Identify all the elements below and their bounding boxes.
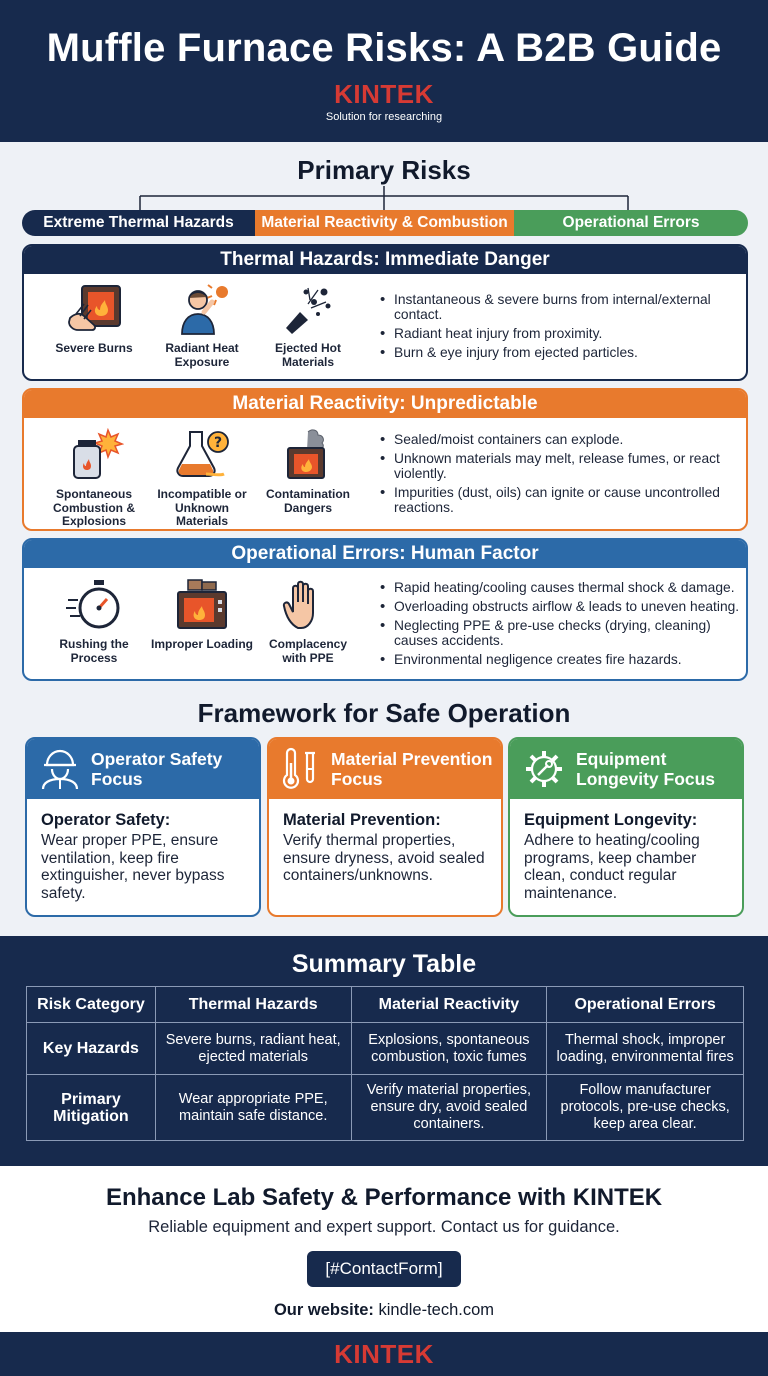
radiant-heat-icon — [172, 284, 232, 336]
card-text: Adhere to heating/cooling programs, keep chamber clean, conduct regular maintenance. — [524, 832, 700, 902]
cta-section — [0, 1166, 768, 1332]
footer — [0, 1332, 768, 1376]
combustion-item: Spontaneous Combustion & Explosions — [42, 428, 146, 529]
bullet-item: • Burn & eye injury from ejected particles. — [380, 345, 744, 360]
bullet-item: • Neglecting PPE & pre-use checks (drying, cleaning) causes accidents. — [380, 618, 744, 648]
table-cell: Thermal shock, improper loading, environmental fires — [547, 1023, 744, 1075]
risk-tab-thermal: Extreme Thermal Hazards — [22, 210, 255, 236]
bullet-item: • Radiant heat injury from proximity. — [380, 326, 744, 341]
contamination-item: Contamination Dangers — [256, 428, 360, 515]
card-heading: Equipment Longevity Focus — [576, 749, 716, 789]
thermal-bullet-list — [380, 292, 744, 364]
card-header — [269, 739, 501, 799]
card-subtitle: Material Prevention: — [283, 811, 441, 829]
table-cell: Wear appropriate PPE, maintain safe distance. — [155, 1075, 351, 1141]
contact-form-button[interactable]: [#ContactForm] — [307, 1251, 460, 1287]
page-title: Muffle Furnace Risks: A B2B Guide — [46, 26, 722, 70]
brand-logo: KINTEK — [334, 79, 434, 109]
panel-heading: Operational Errors: Human Factor — [24, 540, 746, 568]
operational-errors-panel — [22, 538, 748, 681]
overloaded-furnace-icon — [172, 578, 232, 632]
tree-connector — [0, 186, 768, 212]
ppe-complacency-item: Complacency with PPE — [256, 578, 360, 665]
smoking-furnace-icon — [278, 428, 338, 482]
card-header — [27, 739, 259, 799]
bullet-item: • Unknown materials may melt, release fumes, or react violently. — [380, 451, 744, 481]
exploding-jar-icon — [64, 428, 124, 482]
flask-question-icon — [172, 428, 232, 482]
table-header-cell: Operational Errors — [547, 987, 744, 1023]
table-header-cell: Risk Category — [27, 987, 156, 1023]
footer-brand-logo: KINTEK — [334, 1339, 434, 1369]
material-bullet-list — [380, 432, 744, 519]
cta-title: Enhance Lab Safety & Performance with KINTEK — [105, 1184, 663, 1211]
hardhat-worker-icon — [39, 747, 81, 791]
website-line — [0, 1301, 768, 1320]
table-cell: Verify material properties, ensure dry, avoid sealed containers. — [351, 1075, 547, 1141]
material-prevention-card — [267, 737, 503, 917]
gear-wrench-icon — [522, 747, 566, 791]
summary-table — [26, 986, 744, 1141]
hand-burn-icon — [64, 284, 124, 336]
severe-burns-item: Severe Burns — [42, 284, 146, 356]
table-cell: Severe burns, radiant heat, ejected materials — [155, 1023, 351, 1075]
material-reactivity-panel — [22, 388, 748, 531]
risk-tab-material: Material Reactivity & Combustion — [255, 210, 514, 236]
website-label: Our website: — [273, 1301, 374, 1319]
card-header — [510, 739, 742, 799]
primary-risks-title: Primary Risks — [297, 155, 471, 185]
bullet-item: • Sealed/moist containers can explode. — [380, 432, 744, 447]
summary-section — [0, 936, 768, 1166]
card-text: Verify thermal properties, ensure dryness, avoid sealed containers/unknowns. — [283, 832, 485, 884]
table-header-cell: Material Reactivity — [351, 987, 547, 1023]
rushing-item: Rushing the Process — [42, 578, 146, 665]
header — [0, 0, 768, 142]
card-subtitle: Equipment Longevity: — [524, 811, 698, 829]
improper-loading-item: Improper Loading — [150, 578, 254, 652]
stopwatch-icon — [64, 578, 124, 632]
ejected-materials-item: Ejected Hot Materials — [256, 284, 360, 369]
bullet-item: • Instantaneous & severe burns from internal/external contact. — [380, 292, 744, 322]
thermometer-tube-icon — [279, 747, 321, 791]
website-link[interactable]: kindle-tech.com — [378, 1301, 495, 1319]
table-header-cell: Thermal Hazards — [155, 987, 351, 1023]
card-heading: Operator Safety Focus — [91, 749, 223, 789]
brand-tagline: Solution for researching — [325, 111, 443, 123]
bullet-item: • Rapid heating/cooling causes thermal shock & damage. — [380, 580, 744, 595]
risk-category-bar — [22, 210, 748, 236]
ejected-particles-icon — [278, 284, 338, 336]
table-header-row — [27, 987, 744, 1023]
bullet-item: • Overloading obstructs airflow & leads to uneven heating. — [380, 599, 744, 614]
operational-bullet-list — [380, 580, 744, 671]
table-cell: Follow manufacturer protocols, pre-use checks, keep area clear. — [547, 1075, 744, 1141]
row-label: Key Hazards — [27, 1023, 156, 1075]
table-row — [27, 1075, 744, 1141]
card-subtitle: Operator Safety: — [41, 811, 171, 829]
summary-title: Summary Table — [291, 950, 477, 978]
card-heading: Material Prevention Focus — [331, 749, 493, 789]
row-label: Primary Mitigation — [27, 1075, 156, 1141]
operator-safety-card — [25, 737, 261, 917]
bullet-item: • Environmental negligence creates fire hazards. — [380, 652, 744, 667]
svg-text:?: ? — [213, 435, 223, 451]
panel-heading: Material Reactivity: Unpredictable — [24, 390, 746, 418]
card-text: Wear proper PPE, ensure ventilation, keep fire extinguisher, never bypass safety. — [41, 832, 225, 902]
risk-tab-operational: Operational Errors — [514, 210, 748, 236]
unknown-materials-item: ? Incompatible or Unknown Materials — [150, 428, 254, 529]
thermal-hazards-panel — [22, 244, 748, 381]
bullet-item: • Impurities (dust, oils) can ignite or cause uncontrolled reactions. — [380, 485, 744, 515]
cta-subtitle: Reliable equipment and expert support. Contact us for guidance. — [148, 1218, 620, 1236]
table-cell: Explosions, spontaneous combustion, toxic fumes — [351, 1023, 547, 1075]
panel-heading: Thermal Hazards: Immediate Danger — [24, 246, 746, 274]
table-row — [27, 1023, 744, 1075]
equipment-longevity-card — [508, 737, 744, 917]
bare-hand-icon — [278, 578, 338, 632]
framework-title: Framework for Safe Operation — [197, 698, 571, 728]
radiant-heat-item: Radiant Heat Exposure — [150, 284, 254, 369]
